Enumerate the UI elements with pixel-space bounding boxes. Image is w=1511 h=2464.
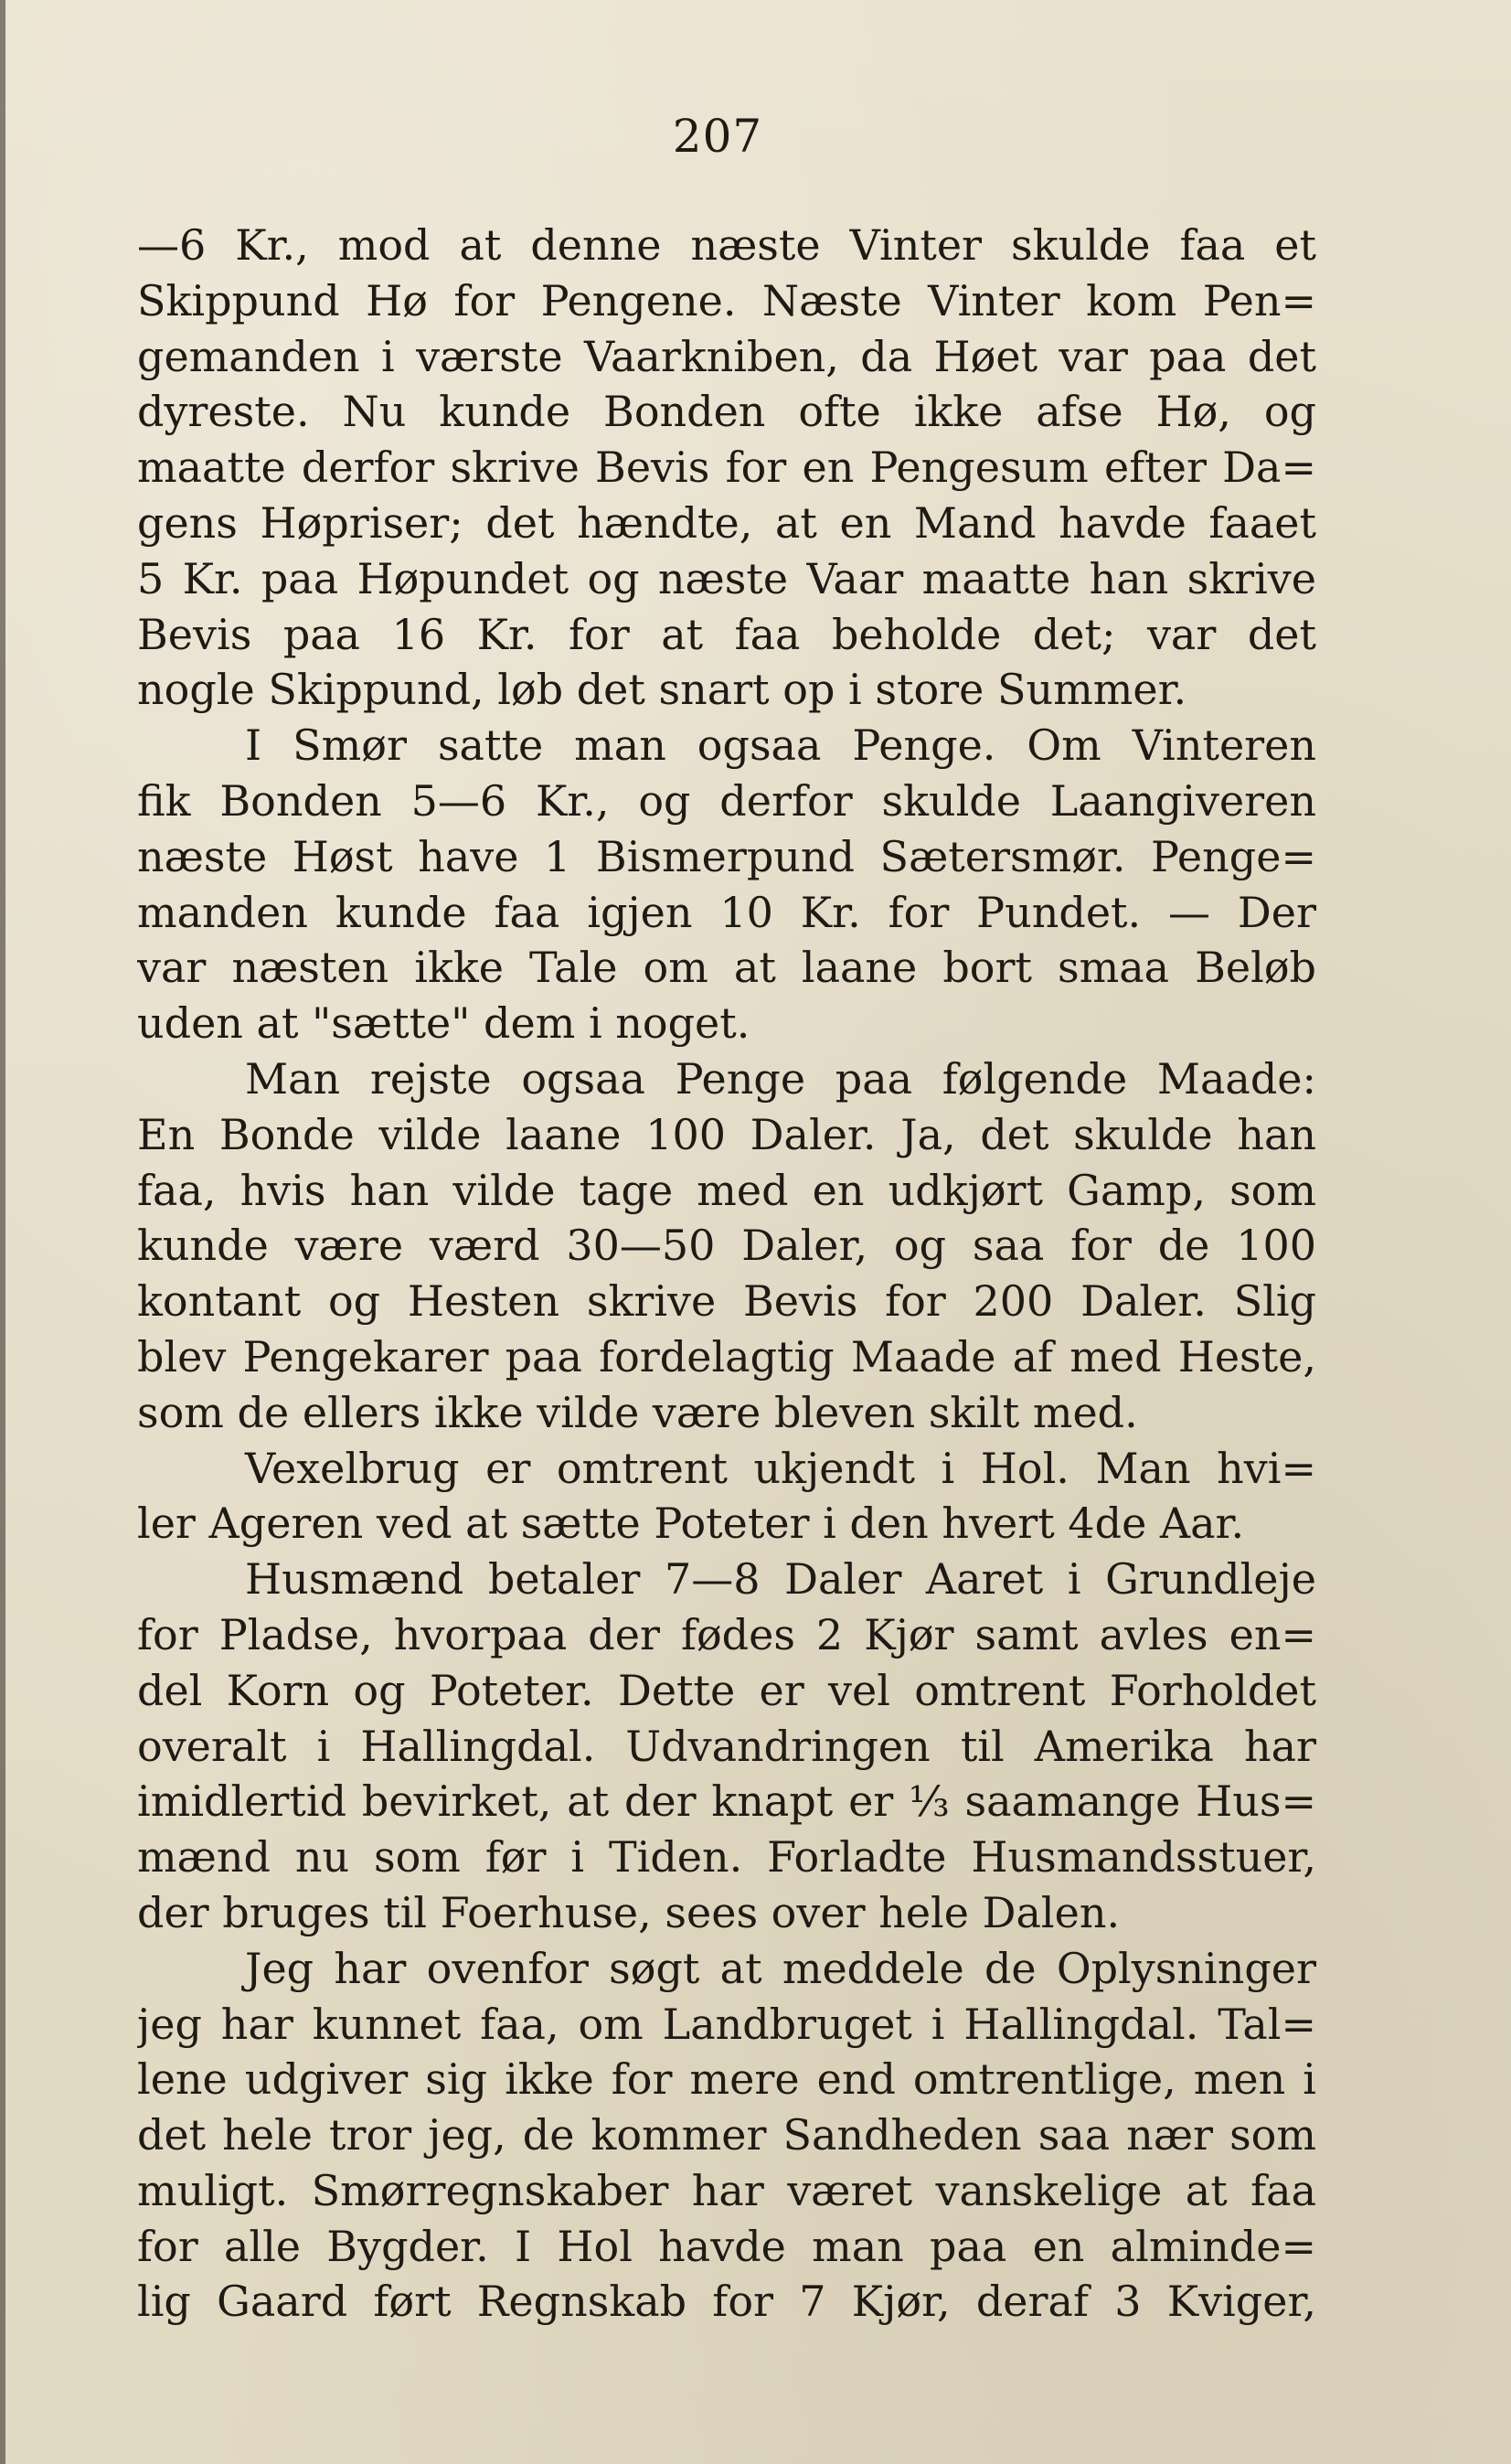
text-line: kontant og Hesten skrive Bevis for 200 Daler. Slig	[137, 1276, 1316, 1327]
page-number: 207	[672, 110, 763, 163]
text-line: var næsten ikke Tale om at laane bort smaa Beløb	[137, 943, 1316, 993]
page-edge-shadow	[0, 0, 5, 2464]
body-text	[137, 218, 1316, 2330]
text-line: dyreste. Nu kunde Bonden ofte ikke afse Hø, og	[137, 387, 1316, 437]
text-line: muligt. Smørregnskaber har været vanskelige at faa	[137, 2165, 1316, 2215]
text-line: imidlertid bevirket, at der knapt er ⅓ saamange Hus=	[137, 1776, 1316, 1827]
text-line: uden at "sætte" dem i noget.	[137, 998, 750, 1049]
text-line: faa, hvis han vilde tage med en udkjørt Gamp, som	[137, 1165, 1316, 1215]
text-line: jeg har kunnet faa, om Landbruget i Hallingdal. Tal=	[137, 1999, 1316, 2049]
text-line: næste Høst have 1 Bismerpund Sætersmør. Penge=	[137, 831, 1316, 881]
text-line: overalt i Hallingdal. Udvandringen til Amerika har	[137, 1721, 1316, 1771]
text-line: nogle Skippund, løb det snart op i store Summer.	[137, 665, 1187, 715]
text-line: gemanden i værste Vaarkniben, da Høet var paa det	[137, 331, 1316, 381]
text-line: 5 Kr. paa Høpundet og næste Vaar maatte han skrive	[137, 553, 1316, 603]
text-line: for Pladse, hvorpaa der fødes 2 Kjør samt avles en=	[137, 1609, 1316, 1659]
text-line: blev Pengekarer paa fordelagtig Maade af med Heste,	[137, 1331, 1316, 1381]
text-line: for alle Bygder. I Hol havde man paa en alminde=	[137, 2221, 1316, 2271]
text-line: Man rejste ogsaa Penge paa følgende Maade:	[245, 1053, 1316, 1104]
text-line: Jeg har ovenfor søgt at meddele de Oplysninger	[245, 1943, 1316, 1993]
text-line: manden kunde faa igjen 10 Kr. for Pundet. — Der	[137, 887, 1316, 937]
text-line: det hele tror jeg, de kommer Sandheden saa nær som	[137, 2110, 1316, 2160]
text-line: —6 Kr., mod at denne næste Vinter skulde faa et	[137, 220, 1316, 270]
text-line: som de ellers ikke vilde være bleven skilt med.	[137, 1387, 1138, 1437]
text-line: ler Ageren ved at sætte Poteter i den hvert 4de Aar.	[137, 1499, 1245, 1549]
text-line: Bevis paa 16 Kr. for at faa beholde det; var det	[137, 609, 1316, 659]
text-line: Vexelbrug er omtrent ukjendt i Hol. Man hvi=	[245, 1443, 1316, 1493]
text-line: I Smør satte man ogsaa Penge. Om Vinteren	[245, 720, 1316, 771]
text-line: lene udgiver sig ikke for mere end omtrentlige, men i	[137, 2054, 1316, 2105]
text-line: del Korn og Poteter. Dette er vel omtrent Forholdet	[137, 1665, 1316, 1715]
text-line: fik Bonden 5—6 Kr., og derfor skulde Laangiveren	[137, 775, 1316, 826]
text-line: En Bonde vilde laane 100 Daler. Ja, det skulde han	[137, 1109, 1316, 1159]
text-line: Skippund Hø for Pengene. Næste Vinter kom Pen=	[137, 275, 1316, 325]
text-line: kunde være værd 30—50 Daler, og saa for de 100	[137, 1221, 1316, 1271]
text-line: der bruges til Foerhuse, sees over hele Dalen.	[137, 1887, 1121, 1937]
text-line: gens Høpriser; det hændte, at en Mand havde faaet	[137, 497, 1316, 548]
text-line: maatte derfor skrive Bevis for en Pengesum efter Da=	[137, 443, 1316, 493]
text-line: lig Gaard ført Regnskab for 7 Kjør, deraf 3 Kviger,	[137, 2277, 1316, 2327]
text-line: mænd nu som før i Tiden. Forladte Husmandsstuer,	[137, 1832, 1316, 1883]
text-line: Husmænd betaler 7—8 Daler Aaret i Grundleje	[245, 1554, 1316, 1605]
